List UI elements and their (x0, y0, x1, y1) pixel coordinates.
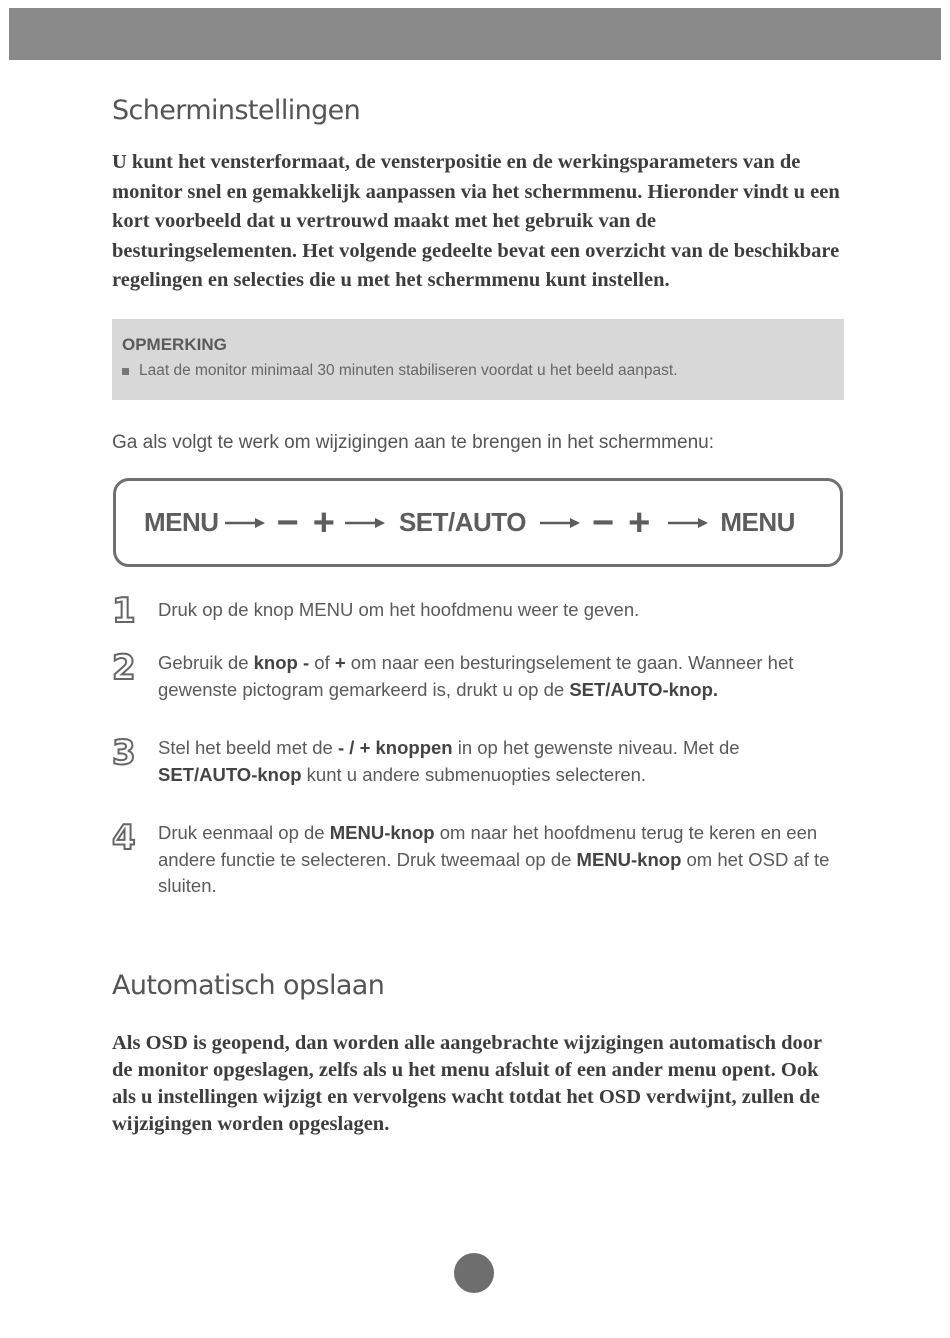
procedure-lead: Ga als volgt te werk om wijzigingen aan te brengen in het schermmenu: (112, 432, 714, 453)
section-title-screen-settings: Scherminstellingen (112, 95, 361, 126)
arrow-right-icon (345, 516, 385, 530)
step-text: Druk op de knop MENU om het hoofdmenu weer te geven. (158, 599, 640, 620)
note-item (122, 362, 834, 380)
section-title-auto-save: Automatisch opslaan (112, 970, 385, 1001)
arrow-right-icon (540, 516, 580, 530)
square-bullet-icon (122, 368, 129, 375)
button-sequence-diagram (113, 478, 843, 567)
step-number: 4 (112, 818, 136, 858)
intro-paragraph: U kunt het vensterformaat, de vensterpositie en de werkingsparameters van de monitor snel en gemakkelijk aanpassen via het schermmenu. Hieronder vindt u een kort voorbeeld dat u vertrouwd maakt met het gebruik van de besturingselementen. Het volgende gedeelte bevat een overzicht van de beschikbare regelingen en selecties die u met het schermmenu kunt instellen. (112, 151, 840, 291)
minus-icon: − (591, 501, 615, 544)
minus-icon: − (276, 501, 299, 544)
note-box (112, 319, 844, 400)
header-bar (9, 8, 941, 60)
step-text: Gebruik de knop - of + om naar een besturingselement te gaan. Wanneer het gewenste pictogram gemarkeerd is, drukt u op de SET/AUTO-knop. (158, 652, 794, 700)
sequence-set-auto: SET/AUTO (398, 507, 526, 537)
sequence-menu-start: MENU (144, 507, 219, 537)
arrow-right-icon (668, 516, 708, 530)
plus-icon: + (628, 501, 651, 544)
page-marker (454, 1253, 494, 1293)
note-title: OPMERKING (122, 335, 227, 354)
plus-icon: + (312, 501, 335, 544)
arrow-right-icon (225, 516, 265, 530)
sequence-menu-end: MENU (720, 507, 795, 537)
step-number: 2 (112, 648, 136, 688)
step-number: 1 (112, 591, 136, 631)
note-text: Laat de monitor minimaal 30 minuten stabiliseren voordat u het beeld aanpast. (139, 362, 678, 379)
step-number: 3 (112, 733, 136, 773)
step-text: Stel het beeld met de - / + knoppen in op het gewenste niveau. Met de SET/AUTO-knop kunt u andere submenuopties selecteren. (158, 737, 740, 785)
auto-save-paragraph: Als OSD is geopend, dan worden alle aangebrachte wijzigingen automatisch door de monitor opgeslagen, zelfs als u het menu afsluit of een ander menu opent. Ook als u instellingen wijzigt en vervolgens wacht totdat het OSD verdwijnt, zullen de wijzigingen worden opgeslagen. (112, 1032, 822, 1135)
step-text: Druk eenmaal op de MENU-knop om naar het hoofdmenu terug te keren en een andere functie te selecteren. Druk tweemaal op de MENU-knop om het OSD af te sluiten. (158, 822, 830, 896)
